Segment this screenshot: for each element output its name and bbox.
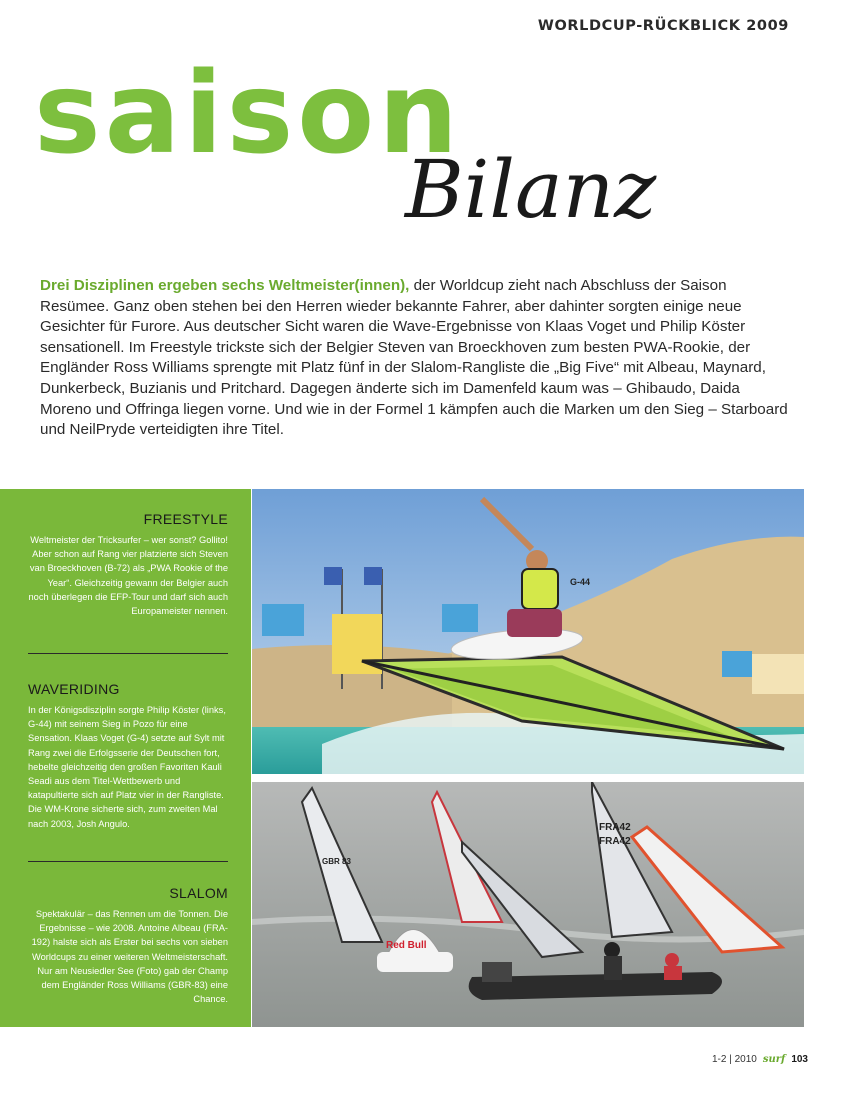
photo-freestyle-jump — [252, 489, 804, 774]
buoy-text: Red Bull — [386, 940, 427, 951]
page-footer — [712, 1054, 808, 1065]
magazine-logo: surf — [762, 1054, 786, 1065]
headline-saison: saison — [34, 49, 462, 179]
sail-number-2: FRA42 — [599, 836, 631, 847]
sail-number-1: FRA42 — [599, 822, 631, 833]
photo-slalom-illustration — [252, 782, 804, 1027]
divider-2 — [28, 861, 228, 862]
photo-freestyle-illustration — [252, 489, 804, 774]
headline-bilanz: Bilanz — [405, 143, 657, 236]
issue-info: 1-2 | 2010 — [711, 1054, 757, 1065]
waveriding-text: In der Königsdisziplin sorgte Philip Köster (links, G-44) mit seinem Sieg in Pozo für eine Sensation. Klaas Voget (G-4) setzte auf Sylt mit Rang zwei die Erfolgsserie der Deutschen fort, hebelte gleichzeitig den großen Favoriten Kauli Seadi aus dem Titel-Wettbewerb und katapultierte sich auf Platz vier in der Rangliste. Die WM-Krone sicherte sich, zum zweiten Mal nach 2003, Josh Angulo. — [28, 705, 226, 829]
freestyle-block — [28, 511, 228, 618]
freestyle-text: Weltmeister der Tricksurfer – wer sonst? Gollito! Aber schon auf Rang vier platzierte sich Steven van Broeckhoven (B-72) als „PWA Rookie of the Year“. Gleichzeitig gewann der Belgier auch noch überlegen die EFP-Tour und darf sich auch Europameister nennen. — [28, 535, 228, 617]
intro-lead: Drei Disziplinen ergeben sechs Weltmeister(innen), — [40, 277, 410, 294]
waveriding-title: WAVERIDING — [28, 681, 120, 697]
section-label: WORLDCUP-RÜCKBLICK 2009 — [537, 18, 789, 34]
slalom-title: SLALOM — [169, 885, 228, 901]
slalom-text: Spektakulär – das Rennen um die Tonnen. Die Ergebnisse – wie 2008. Antoine Albeau (FRA-192) halste sich als Erster bei sechs von sieben Worldcups zu einer weiteren Weltmeisterschaft. Nur am Neusiedler See (Foto) gab der Champ dem Engländer Ross Williams (GBR-83) eine Chance. — [31, 909, 228, 1005]
photo-slalom-race — [252, 782, 804, 1027]
freestyle-title: FREESTYLE — [143, 511, 228, 527]
slalom-block — [28, 885, 228, 1006]
intro-body: der Worldcup zieht nach Abschluss der Saison Resümee. Ganz oben stehen bei den Herren wieder bekannte Fahrer, aber dahinter sorgten einige neue Gesichter für Furore. Aus deutscher Sicht waren die Wave-Ergebnisse von Klaas Voget und Philip Köster sensationell. Im Freestyle trickste sich der Belgier Steven van Broeckhoven zum besten PWA-Rookie, der Engländer Ross Williams sprengte mit Platz fünf in der Slalom-Rangliste die „Big Five“ mit Albeau, Maynard, Dunkerbeck, Buzianis und Pritchard. Dagegen änderte sich im Damenfeld kaum was – Ghibaudo, Daida Moreno und Offringa liegen vorne. Und wie in der Formel 1 kämpfen auch die Marken um den Sieg – Starboard und NeilPryde verteidigten ihre Titel. — [40, 277, 788, 439]
waveriding-block — [28, 681, 228, 831]
sail-number-3: GBR 83 — [322, 857, 351, 866]
sail-number-top: G-44 — [570, 577, 591, 587]
divider-1 — [28, 653, 228, 654]
intro-paragraph — [40, 276, 788, 441]
page-number: 103 — [791, 1054, 808, 1065]
sidebar-panel — [0, 489, 251, 1027]
